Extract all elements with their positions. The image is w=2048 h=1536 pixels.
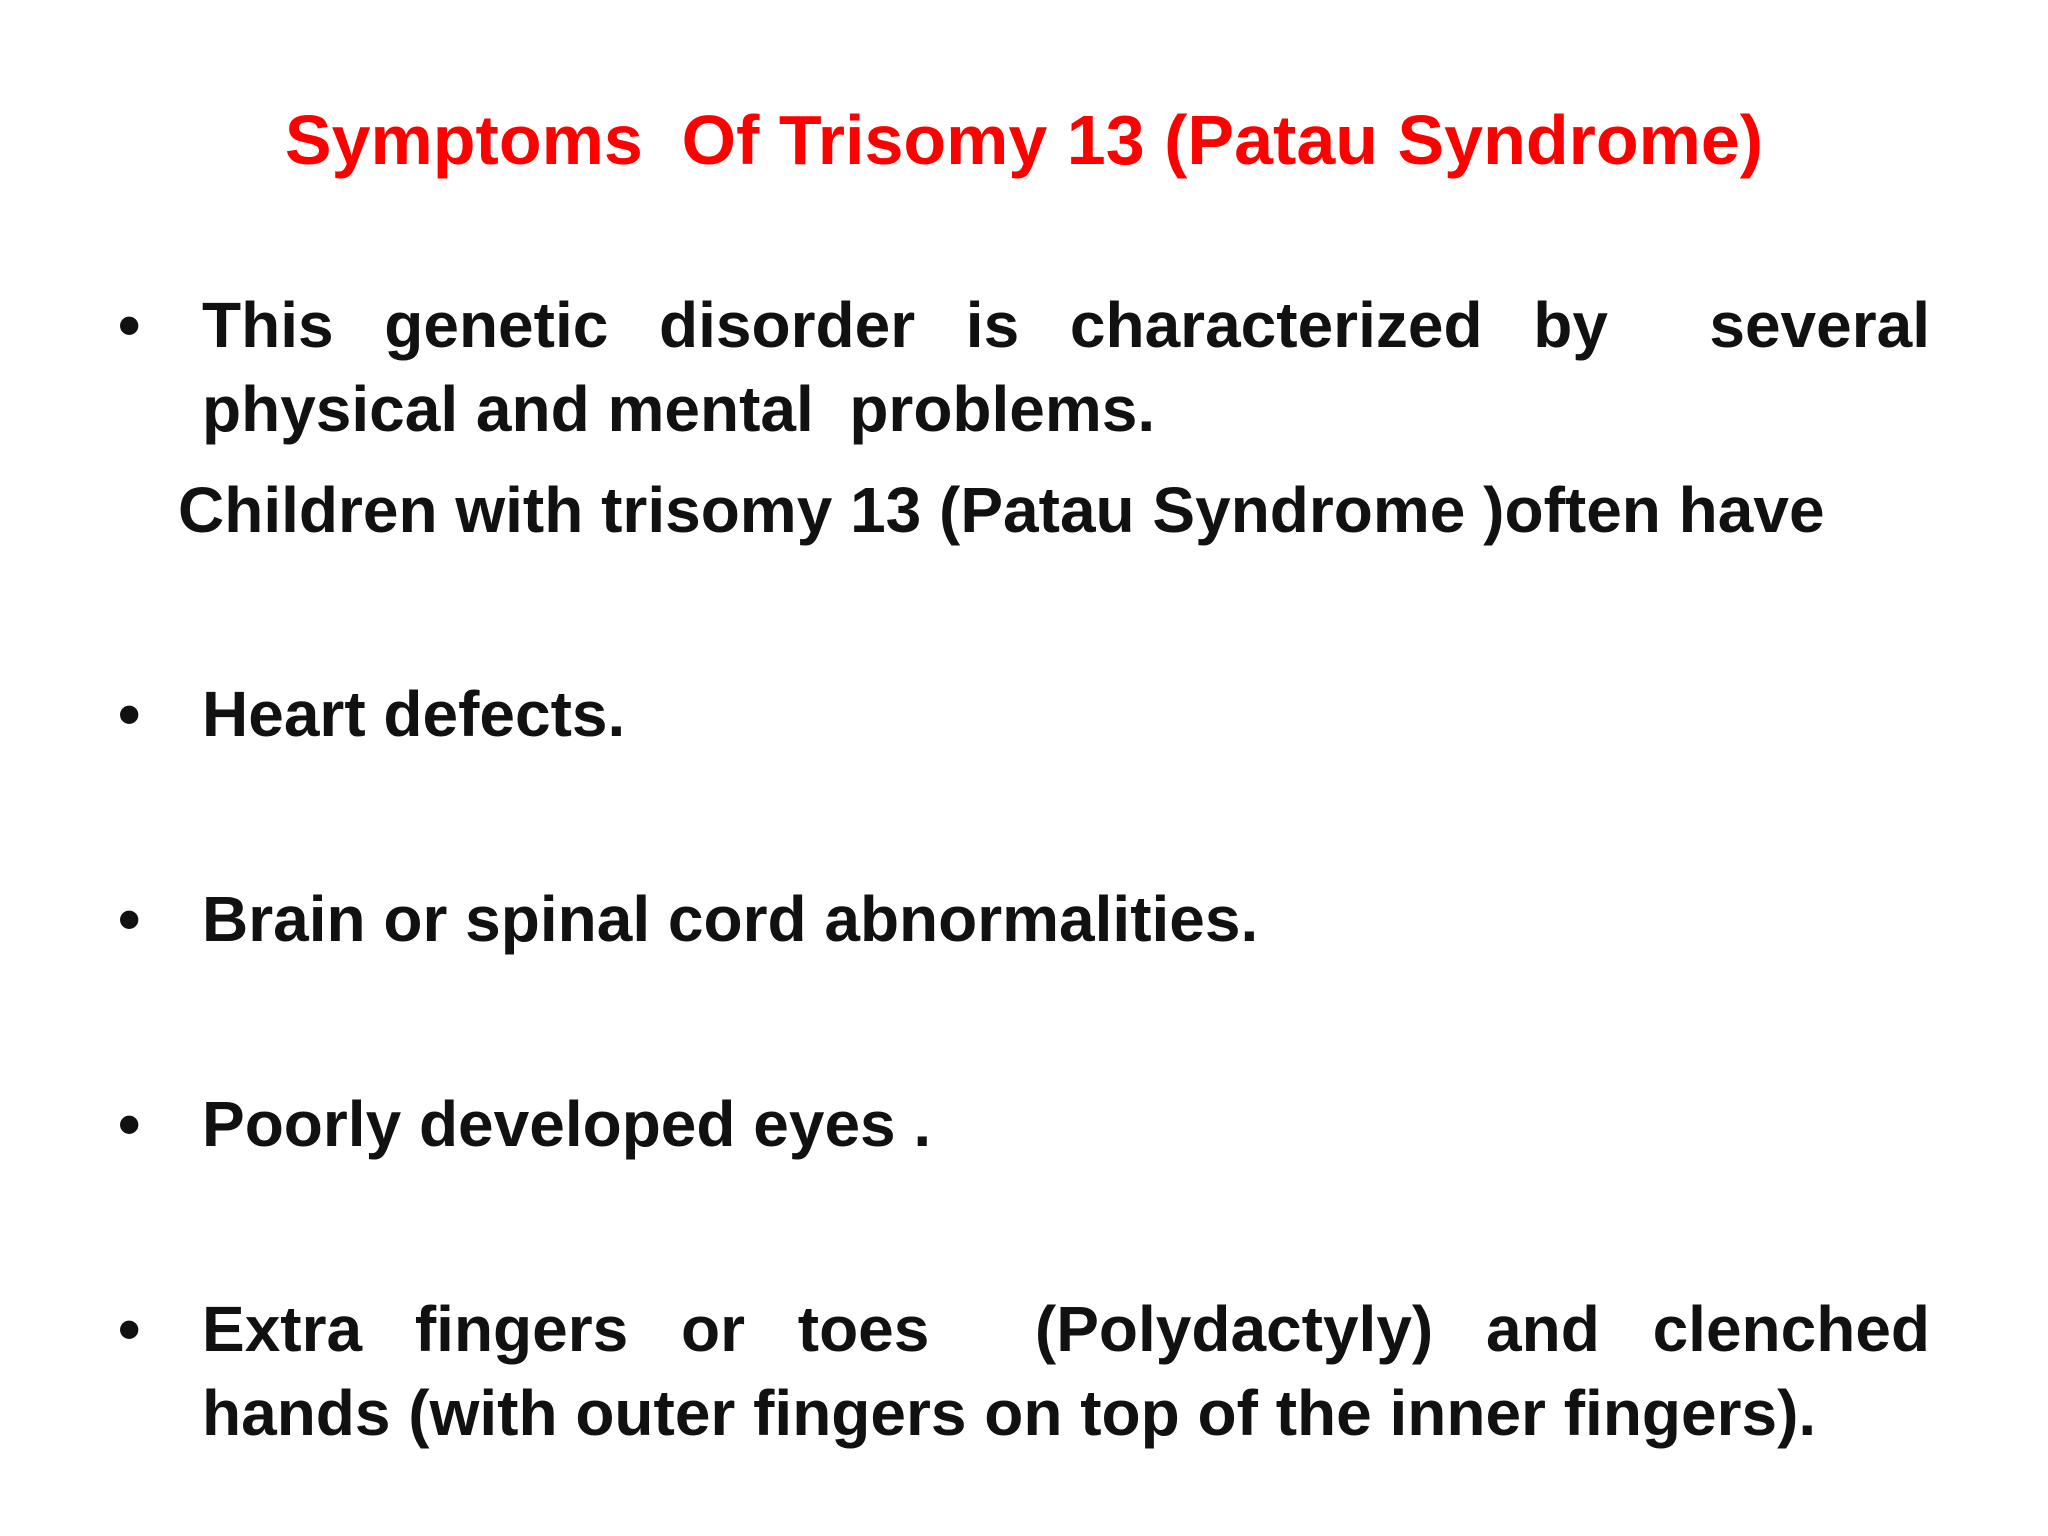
slide-title: Symptoms Of Trisomy 13 (Patau Syndrome) (284, 101, 1764, 179)
bullet-text-3: Brain or spinal cord abnormalities. (202, 883, 1259, 955)
bullet-text-4: Poorly developed eyes . (202, 1088, 932, 1160)
bullet-icon: • (118, 678, 141, 750)
bullet-icon: • (118, 883, 141, 955)
bullet-icon: • (118, 1088, 141, 1160)
bullet-text-5: Extra fingers or toes (Polydactyly) and clenched hands (with outer fingers on top of the inner fingers). (202, 1293, 1948, 1449)
bullet-icon: • (118, 1293, 141, 1365)
bullet-text-1: This genetic disorder is characterized by several physical and mental problems. (202, 289, 1948, 445)
bullet-text-2: Heart defects. (202, 678, 626, 750)
intro-line: Children with trisomy 13 (Patau Syndrome )often have (178, 474, 1825, 546)
bullet-icon: • (118, 289, 141, 361)
